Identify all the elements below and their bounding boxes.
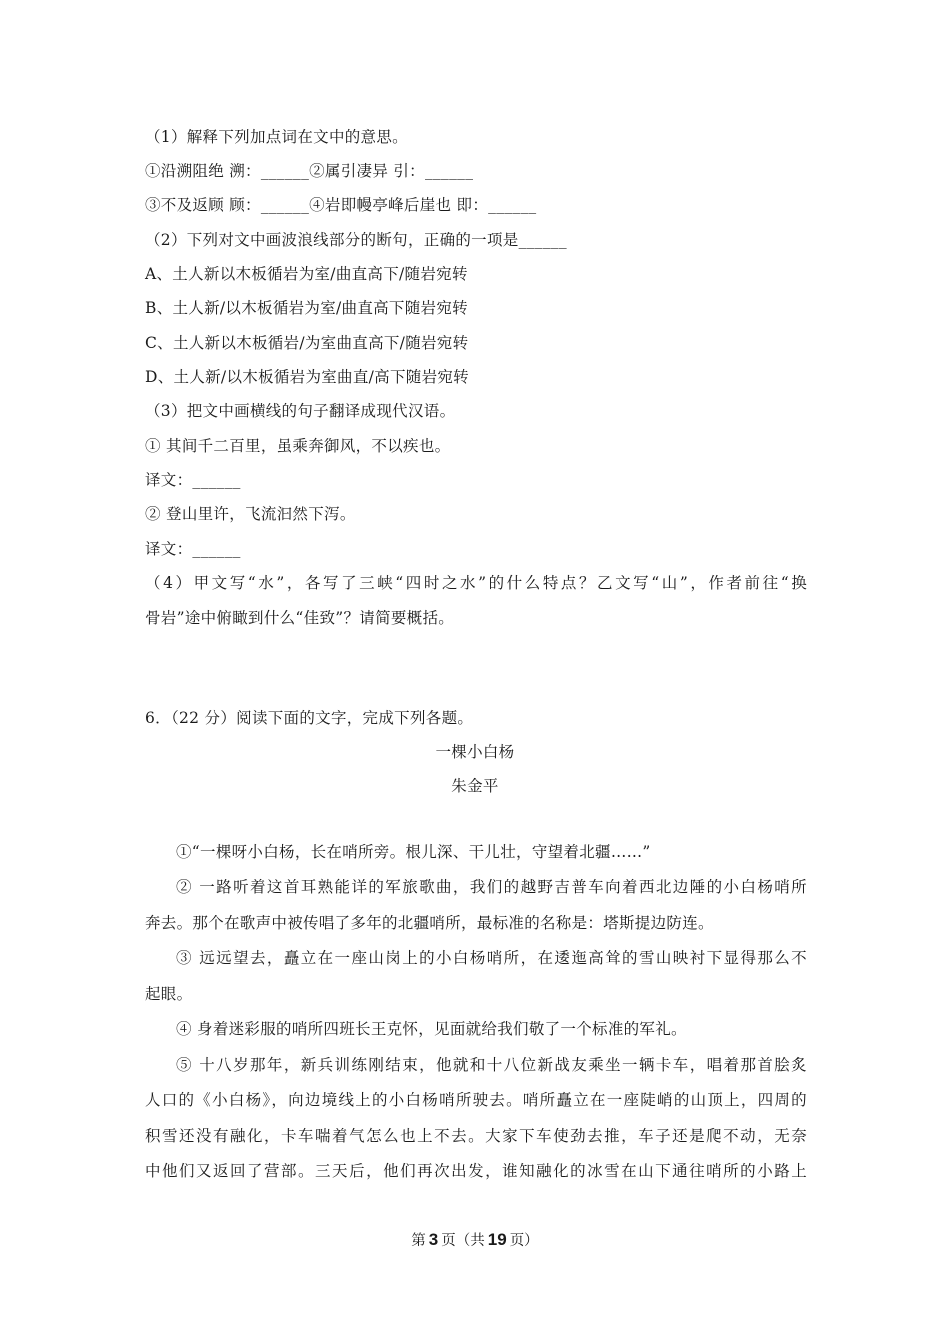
q4-line2: 骨岩”途中俯瞰到什么“佳致”？请简要概括。	[145, 609, 455, 627]
footer-suffix: 页）	[509, 1233, 539, 1249]
page-footer	[0, 1230, 950, 1251]
footer-total-pages: 19	[487, 1230, 507, 1249]
q3-title: （3）把文中画横线的句子翻译成现代汉语。	[145, 402, 456, 420]
paragraph-5-line2: 人口的《小白杨》，向边境线上的小白杨哨所驶去。哨所矗立在一座陡峭的山顶上，四周的	[145, 1091, 807, 1109]
q4-line1: （4）甲文写“水”，各写了三峡“四时之水”的什么特点？乙文写“山”，作者前往“换	[145, 574, 807, 592]
footer-page-number: 3	[428, 1230, 439, 1249]
q3-sentence2: ② 登山里许，飞流汩然下泻。	[145, 505, 356, 523]
q2-option-c: C、土人新以木板循岩/为室曲直高下/随岩宛转	[145, 334, 469, 352]
paragraph-5-line3: 积雪还没有融化，卡车喘着气怎么也上不去。大家下车使劲去推，车子还是爬不动，无奈	[145, 1127, 807, 1145]
q2-title: （2）下列对文中画波浪线部分的断句，正确的一项是______	[145, 231, 567, 249]
article-author: 朱金平	[451, 777, 499, 795]
paragraph-3-line1: ③ 远远望去，矗立在一座山岗上的小白杨哨所，在逶迤高耸的雪山映衬下显得那么不	[176, 949, 807, 967]
paragraph-4: ④ 身着迷彩服的哨所四班长王克怀，见面就给我们敬了一个标准的军礼。	[176, 1020, 687, 1038]
paragraph-2-line2: 奔去。那个在歌声中被传唱了多年的北疆哨所，最标准的名称是：塔斯提边防连。	[145, 914, 714, 932]
article-title: 一棵小白杨	[435, 743, 515, 761]
q1-line1: ①沿溯阻绝 溯：______②属引凄异 引：______	[145, 162, 474, 180]
q2-option-a: A、土人新以木板循岩为室/曲直高下/随岩宛转	[145, 265, 468, 283]
paragraph-5-line1: ⑤ 十八岁那年，新兵训练刚结束，他就和十八位新战友乘坐一辆卡车，唱着那首脍炙	[176, 1056, 807, 1074]
q3-translation2: 译文：______	[145, 540, 241, 558]
footer-middle: 页（共	[441, 1233, 485, 1249]
section6-heading: 6．（22 分）阅读下面的文字，完成下列各题。	[145, 709, 474, 727]
q1-line2: ③不及返顾 顾：______④岩即幔亭峰后崖也 即：______	[145, 196, 537, 214]
footer-prefix: 第	[411, 1233, 426, 1249]
q2-option-b: B、土人新/以木板循岩为室/曲直高下随岩宛转	[145, 299, 468, 317]
q2-option-d: D、土人新/以木板循岩为室曲直/高下随岩宛转	[145, 368, 469, 386]
paragraph-1: ①“一棵呀小白杨，长在哨所旁。根儿深、干儿壮，守望着北疆……”	[176, 843, 651, 861]
q3-sentence1: ① 其间千二百里，虽乘奔御风，不以疾也。	[145, 437, 451, 455]
q1-title: （1）解释下列加点词在文中的意思。	[145, 128, 408, 146]
q3-translation1: 译文：______	[145, 471, 241, 489]
paragraph-2-line1: ② 一路听着这首耳熟能详的军旅歌曲，我们的越野吉普车向着西北边陲的小白杨哨所	[176, 878, 807, 896]
paragraph-5-line4: 中他们又返回了营部。三天后，他们再次出发，谁知融化的冰雪在山下通往哨所的小路上	[145, 1162, 807, 1180]
paragraph-3-line2: 起眼。	[145, 985, 193, 1003]
